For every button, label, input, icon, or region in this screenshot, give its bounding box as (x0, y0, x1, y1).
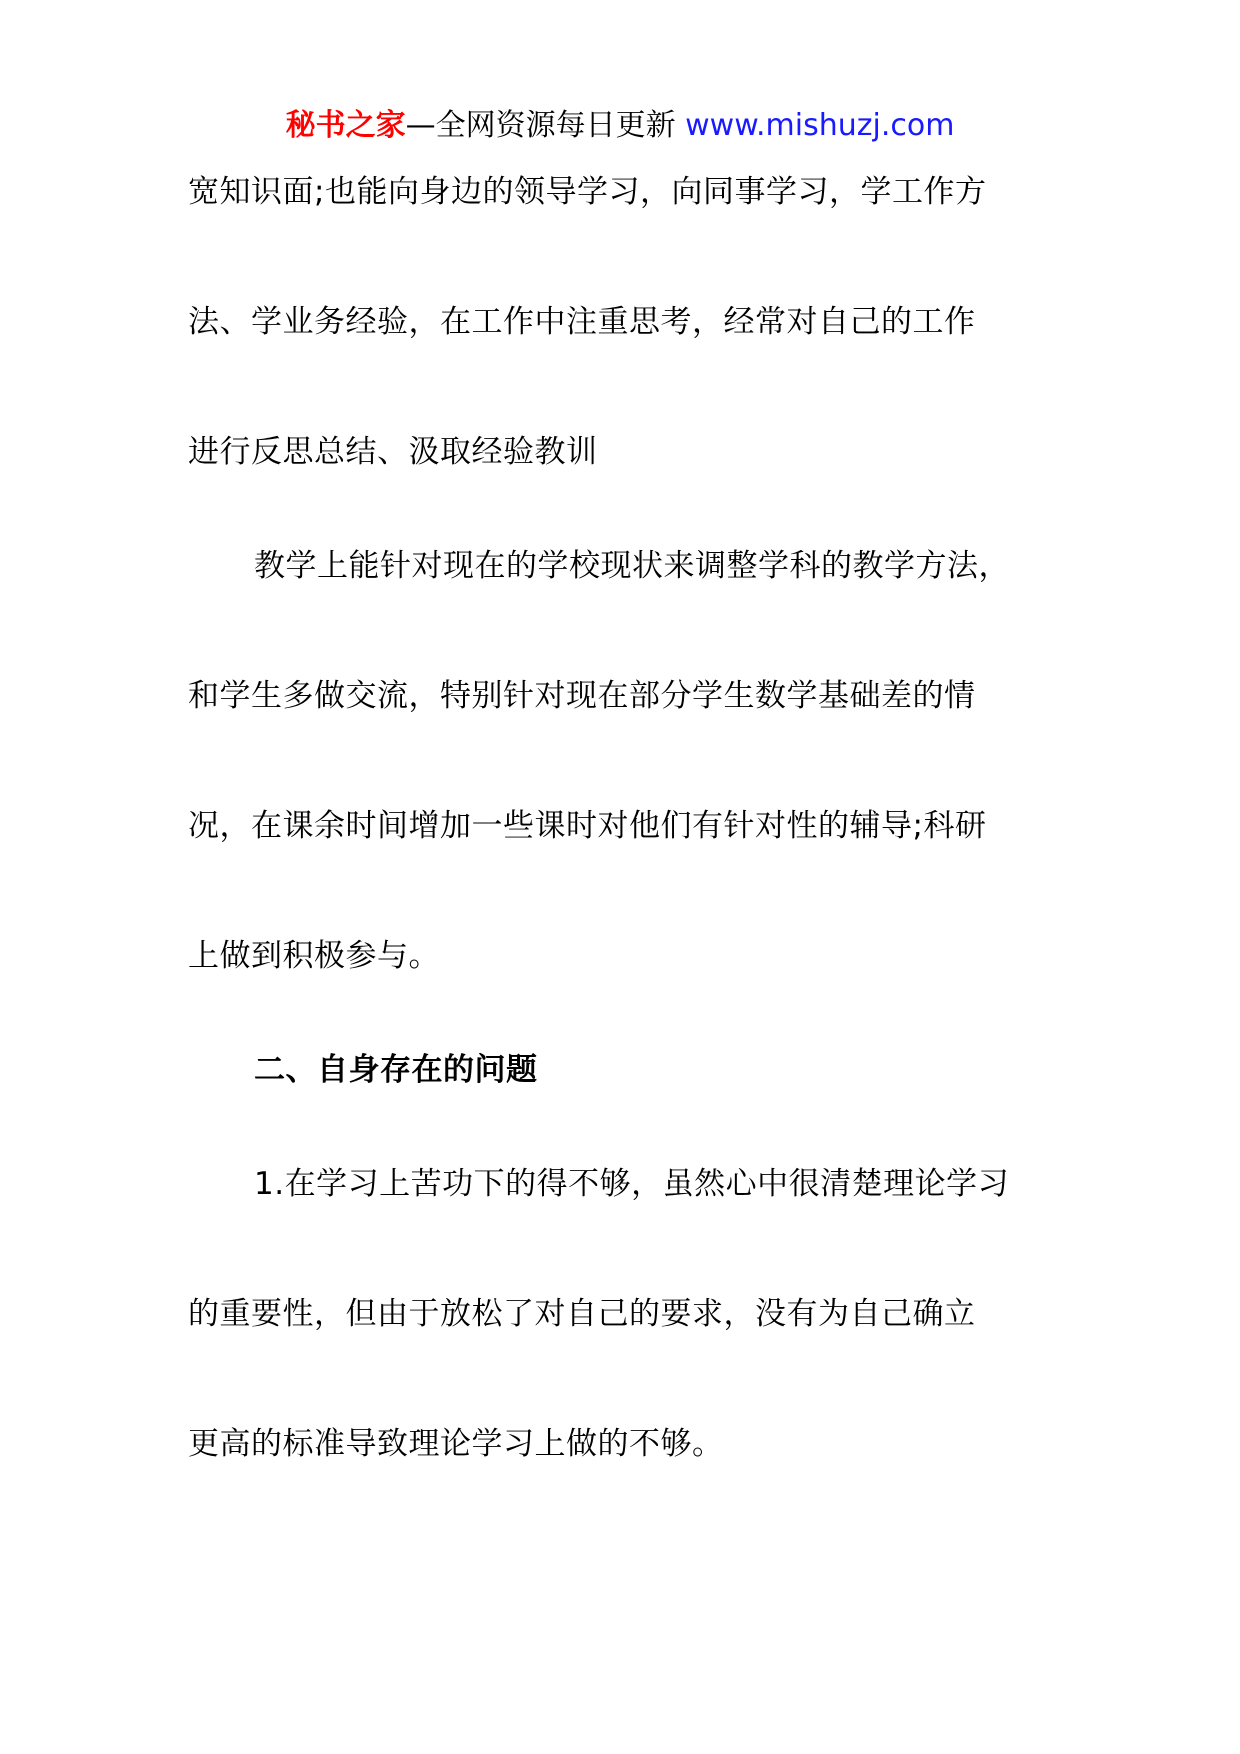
paragraph-2-line-4: 上做到积极参与。 (188, 938, 440, 974)
paragraph-1-line-3: 进行反思总结、汲取经验教训 (188, 434, 598, 470)
paragraph-1-line-2: 法、学业务经验，在工作中注重思考，经常对自己的工作 (188, 304, 976, 340)
paragraph-3-line-2: 的重要性，但由于放松了对自己的要求，没有为自己确立 (188, 1296, 976, 1332)
paragraph-2-line-1: 教学上能针对现在的学校现状来调整学科的教学方法， (254, 548, 1010, 584)
header-tagline: —全网资源每日更新 (405, 108, 676, 143)
paragraph-3-line-1: 1.在学习上苦功下的得不够，虽然心中很清楚理论学习 (254, 1166, 1010, 1202)
header-url[interactable]: www.mishuzj.com (685, 108, 955, 143)
header-brand: 秘书之家 (285, 108, 406, 143)
paragraph-1-line-1: 宽知识面;也能向身边的领导学习，向同事学习，学工作方 (188, 174, 987, 210)
paragraph-2-line-2: 和学生多做交流，特别针对现在部分学生数学基础差的情 (188, 678, 976, 714)
paragraph-2-line-3: 况，在课余时间增加一些课时对他们有针对性的辅导;科研 (188, 808, 987, 844)
section-heading: 二、自身存在的问题 (254, 1052, 538, 1088)
paragraph-3-line-3: 更高的标准导致理论学习上做的不够。 (188, 1426, 724, 1462)
page-header (0, 104, 1240, 148)
